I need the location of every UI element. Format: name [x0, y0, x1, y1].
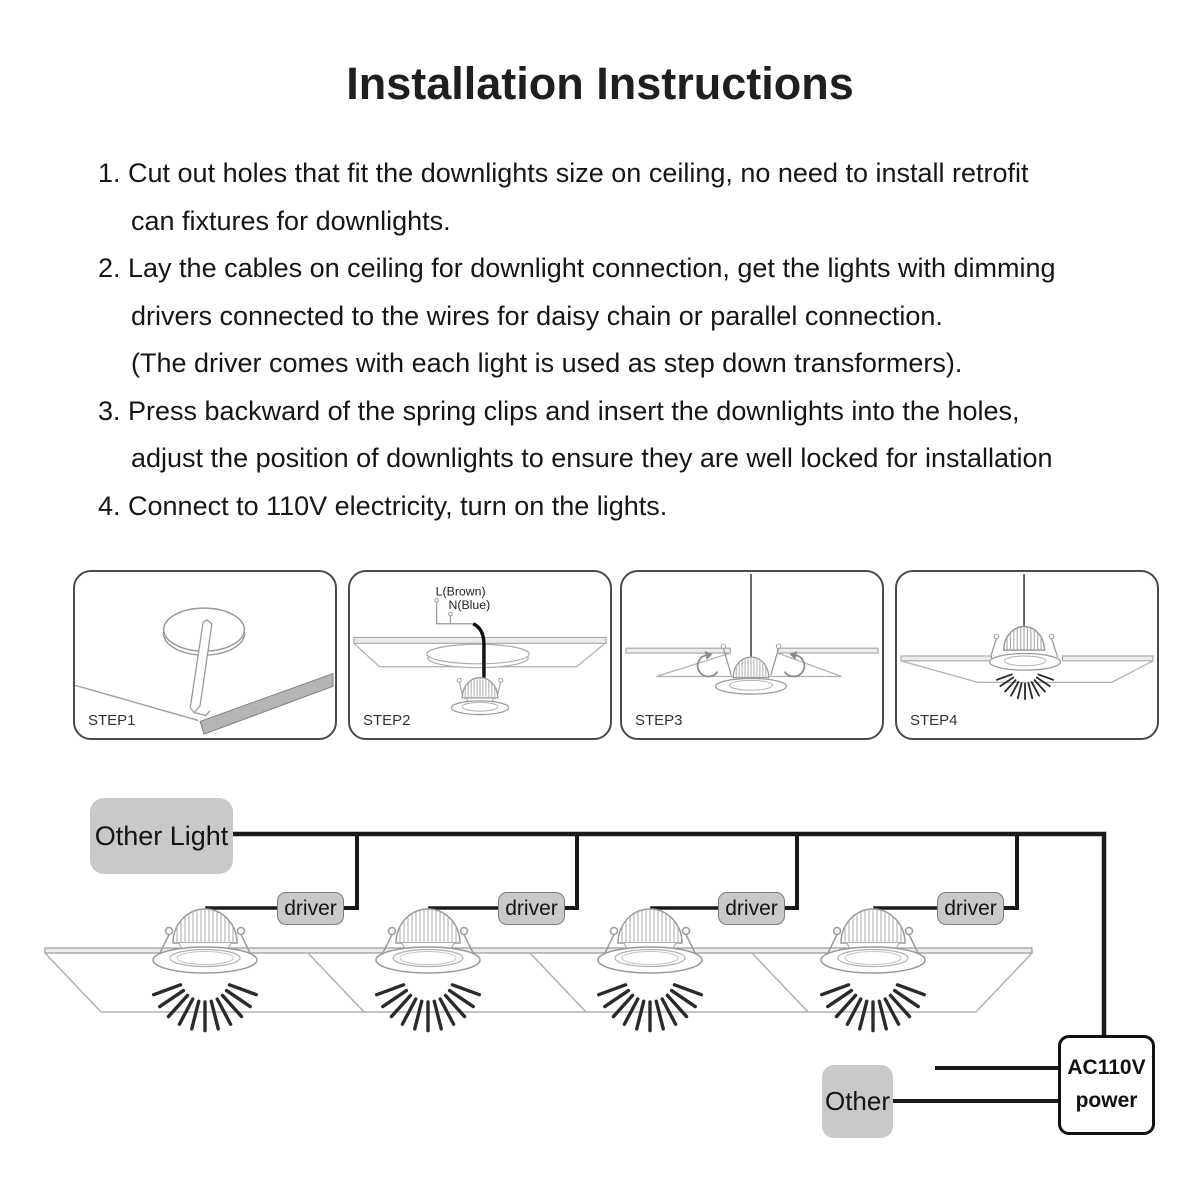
instruction-line: 4. Connect to 110V electricity, turn on the lights. — [98, 490, 668, 521]
instruction-line: drivers connected to the wires for daisy chain or parallel connection. — [131, 300, 943, 331]
ac-power-box — [1058, 1035, 1155, 1135]
downlight-icon — [821, 907, 925, 973]
instruction-line: 1. Cut out holes that fit the downlights size on ceiling, no need to install retrofit — [98, 158, 1029, 188]
step3-label: STEP3 — [635, 712, 683, 729]
step1-label: STEP1 — [88, 712, 136, 729]
instruction-line: (The driver comes with each light is used as step down transformers). — [131, 348, 963, 378]
step3-panel — [620, 570, 884, 740]
step4-panel — [895, 570, 1159, 740]
downlight-icon — [153, 907, 257, 973]
ac-power-label-line1: AC110V — [1067, 1056, 1146, 1080]
instruction-line: adjust the position of downlights to ensure they are well locked for installation — [131, 443, 1053, 473]
step4-label: STEP4 — [910, 712, 958, 729]
step2-label: STEP2 — [363, 712, 411, 729]
ac-power-label-line2: power — [1075, 1089, 1138, 1112]
driver-box: driver — [277, 892, 344, 925]
light-rays-icon — [154, 985, 257, 1031]
downlight-icon — [376, 907, 480, 973]
page-title: Installation Instructions — [346, 58, 854, 109]
light-rays-icon — [377, 985, 480, 1031]
light-rays-icon — [997, 674, 1053, 699]
light-rays-icon — [822, 985, 925, 1031]
instruction-line: can fixtures for downlights. — [131, 205, 451, 236]
other-light-box: Other Light — [90, 798, 233, 874]
driver-box: driver — [937, 892, 1004, 925]
other-box: Other — [822, 1065, 893, 1138]
neutral-wire-label: N(Blue) — [448, 598, 491, 613]
instruction-line: 2. Lay the cables on ceiling for downlight connection, get the lights with dimming — [98, 253, 1056, 283]
downlight-icon — [598, 907, 702, 973]
driver-box: driver — [498, 892, 565, 925]
step1-panel — [73, 570, 337, 740]
step2-panel — [348, 570, 612, 740]
live-wire-label: L(Brown) — [435, 584, 486, 599]
instruction-line: 3. Press backward of the spring clips and insert the downlights into the holes, — [98, 395, 1020, 426]
instruction-list — [98, 150, 1108, 530]
light-rays-icon — [599, 985, 702, 1031]
driver-box: driver — [718, 892, 785, 925]
